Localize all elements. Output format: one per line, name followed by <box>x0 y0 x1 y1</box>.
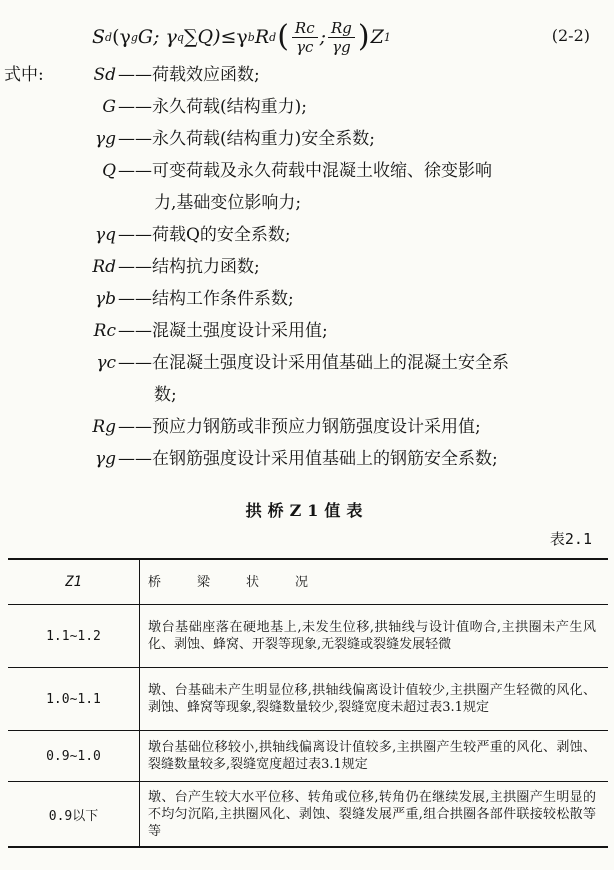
row-range-cell: 1.1~1.2 <box>8 605 140 667</box>
row-desc-cell <box>148 668 596 730</box>
definition-text: ——荷载效应函数; <box>118 65 260 85</box>
definition-text: ——在混凝土强度设计采用值基础上的混凝土安全系 <box>118 353 509 373</box>
formula-args-sum: ∑Q) <box>183 26 221 48</box>
row-desc-cell <box>148 731 596 781</box>
fraction-numerator: Rc <box>292 19 318 38</box>
row-desc-text: 墩台基础座落在硬地基上,未发生位移,拱轴线与设计值吻合,主拱圈未产生风化、剥蚀、蜂窝、开裂等现象,无裂缝或裂缝发展轻微 <box>148 620 596 652</box>
formula-rd: R <box>254 26 270 48</box>
formula-tail-sub: 1 <box>383 30 391 44</box>
definition-symbol: γg <box>94 449 116 469</box>
header-cell-z1: Z1 <box>8 560 140 604</box>
formula-tail: Z <box>370 26 384 48</box>
table-row <box>8 668 608 731</box>
definition-symbol: Sd <box>93 65 116 85</box>
formula-block <box>0 12 614 62</box>
definition-symbol: Rc <box>93 321 116 341</box>
formula-fraction-concrete <box>292 19 318 56</box>
definition-text: ——结构抗力函数; <box>118 257 260 277</box>
definition-symbol: γb <box>94 289 116 309</box>
formula-le-sub: b <box>247 30 255 44</box>
fraction-numerator: Rg <box>328 19 355 38</box>
equation-number: (2-2) <box>551 26 590 45</box>
formula-lhs-sub: d <box>105 30 113 44</box>
definition-continuation: 数; <box>154 385 177 405</box>
formula-fraction-steel <box>328 19 355 56</box>
definition-text: ——永久荷载(结构重力)安全系数; <box>118 129 375 149</box>
row-desc-text: 墩、台产生较大水平位移、转角或位移,转角仍在继续发展,主拱圈产生明显的不均匀沉陷,主拱圈风化、剥蚀、裂缝发展严重,组合拱圈各部件联接较松散等等 <box>148 789 596 839</box>
formula-args-sub-q: q <box>176 30 184 44</box>
definition-text: ——荷载Q的安全系数; <box>118 225 291 245</box>
definitions-intro: 式中: <box>4 65 44 85</box>
definition-symbol: Rd <box>92 257 116 277</box>
definition-text: ——预应力钢筋或非预应力钢筋强度设计采用值; <box>118 417 481 437</box>
table-row <box>8 605 608 668</box>
definition-text: ——混凝土强度设计采用值; <box>118 321 328 341</box>
definition-continuation: 力,基础变位影响力; <box>154 193 302 213</box>
definition-text: ——结构工作条件系数; <box>118 289 294 309</box>
definition-symbol: Rg <box>92 417 116 437</box>
table-row <box>8 782 608 848</box>
table-header-row <box>8 560 608 605</box>
definition-text: ——永久荷载(结构重力); <box>118 97 307 117</box>
formula-paren-open: ( <box>277 19 289 54</box>
row-desc-text: 墩、台基础未产生明显位移,拱轴线偏离设计值较少,主拱圈产生轻微的风化、剥蚀、蜂窝等现象,裂缝数量较少,裂缝宽度未超过表3.1规定 <box>148 683 596 715</box>
formula-le: ≤γ <box>220 26 248 48</box>
row-range-cell: 0.9以下 <box>8 782 140 846</box>
fraction-denominator: γg <box>332 37 351 56</box>
formula-separator: ; <box>319 26 327 48</box>
row-range-cell: 0.9~1.0 <box>8 731 140 781</box>
formula-expression <box>92 12 391 62</box>
fraction-denominator: γc <box>296 37 314 56</box>
definition-symbol: γq <box>94 225 116 245</box>
table-title: 拱桥Z1值表 <box>245 501 369 520</box>
header-condition-label: 桥梁状况 <box>148 574 345 590</box>
table-number: 表2.1 <box>549 530 592 548</box>
formula-paren-close: ) <box>357 19 370 54</box>
table-row <box>8 731 608 782</box>
definition-symbol: Q <box>102 161 116 181</box>
formula-args-sub-g: g <box>130 30 138 44</box>
formula-args-g: G; γ <box>137 26 177 48</box>
header-cell-condition <box>148 560 596 604</box>
definition-text: ——可变荷载及永久荷载中混凝土收缩、徐变影响 <box>118 161 492 181</box>
row-range-cell: 1.0~1.1 <box>8 668 140 730</box>
row-desc-text: 墩台基础位移较小,拱轴线偏离设计值较多,主拱圈产生较严重的风化、剥蚀、裂缝数量较多,裂缝宽度超过表3.1规定 <box>148 740 596 772</box>
formula-rd-sub: d <box>269 30 277 44</box>
formula-args: (γ <box>112 26 131 48</box>
definition-text: ——在钢筋强度设计采用值基础上的钢筋安全系数; <box>118 449 498 469</box>
formula-lhs: S <box>92 26 106 48</box>
definition-symbol: γg <box>94 129 116 149</box>
definition-symbol: γc <box>96 353 116 373</box>
row-desc-cell <box>148 605 596 667</box>
row-desc-cell <box>148 782 596 846</box>
definition-symbol: G <box>102 97 116 117</box>
